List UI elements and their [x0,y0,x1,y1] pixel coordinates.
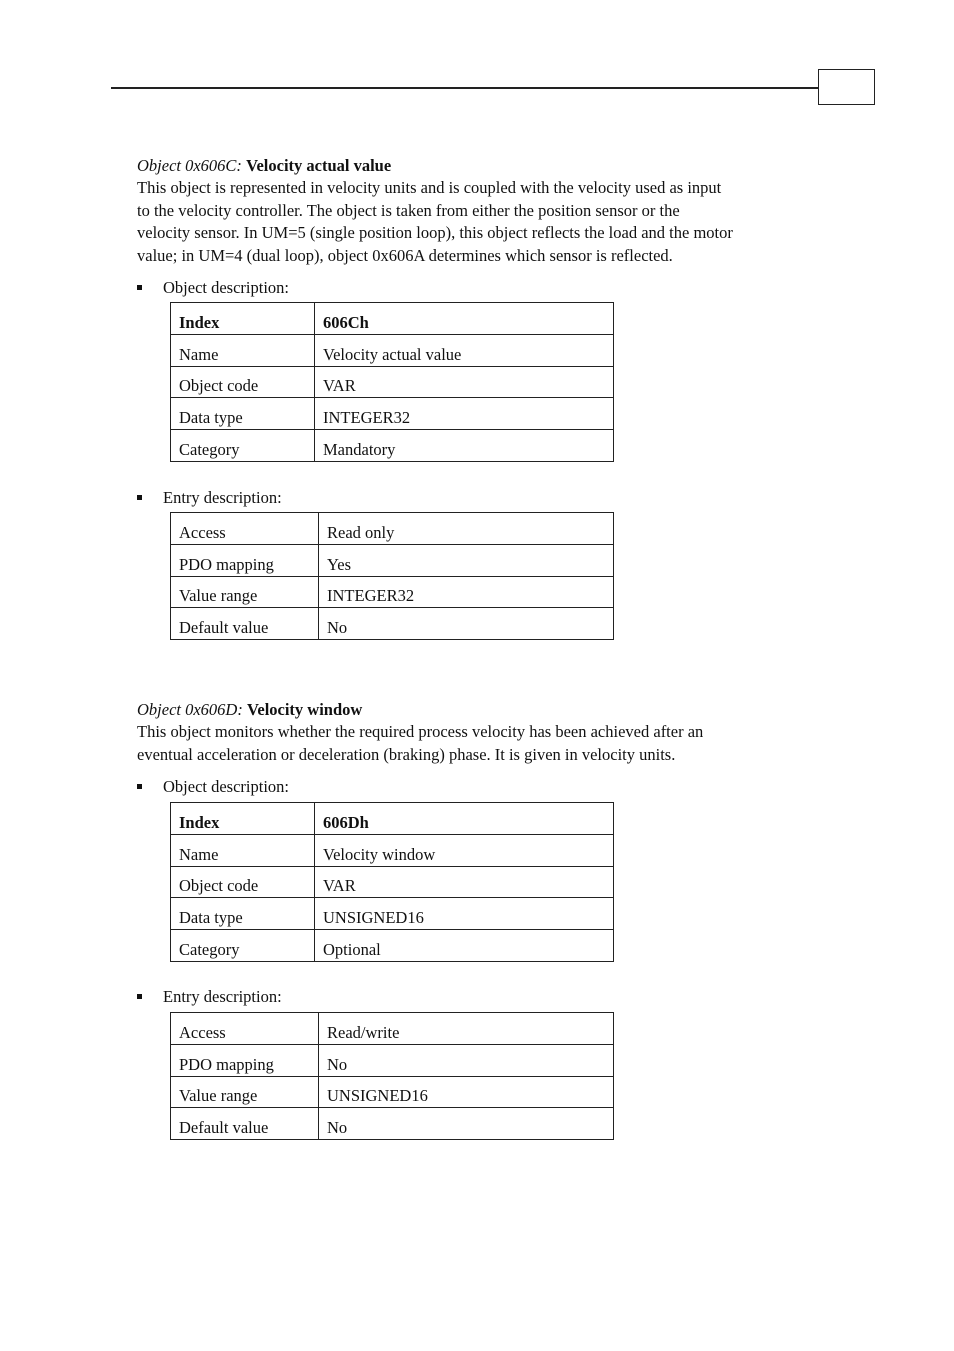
table-cell-key: Value range [171,576,319,608]
object-description-table [170,302,614,462]
bullet-square-icon [137,994,142,999]
table-cell-key: Index [171,803,315,835]
table-cell-key: Object code [171,366,315,398]
table-cell-value: INTEGER32 [315,398,614,430]
bullet-object-description [137,278,289,298]
table-row [171,930,614,962]
table-row [171,803,614,835]
bullet-entry-description [137,488,282,508]
table-row [171,303,614,335]
section-heading [137,155,827,177]
header-rule [111,87,819,89]
table-cell-value: UNSIGNED16 [319,1076,614,1108]
table-cell-key: Default value [171,1108,319,1140]
paragraph-line: eventual acceleration or deceleration (braking) phase. It is given in velocity units. [137,744,676,764]
bullet-object-description [137,777,289,797]
bullet-label: Entry description: [163,488,282,507]
section-paragraph [137,721,827,766]
table-row [171,513,614,545]
bullet-entry-description [137,987,282,1007]
table-cell-value: No [319,608,614,640]
table-cell-value: Mandatory [315,430,614,462]
table-row [171,1044,614,1076]
table-cell-key: Value range [171,1076,319,1108]
table-row [171,1076,614,1108]
table-cell-key: PDO mapping [171,544,319,576]
bullet-label: Entry description: [163,987,282,1006]
table-row [171,1013,614,1045]
table-row [171,576,614,608]
paragraph-line: velocity sensor. In UM=5 (single position loop), this object reflects the load and the motor [137,223,733,243]
entry-description-table [170,512,614,640]
table-cell-key: Category [171,930,315,962]
table-row [171,898,614,930]
table-row [171,834,614,866]
table-cell-value: Velocity window [315,834,614,866]
bullet-label: Object description: [163,777,290,796]
table-cell-value: Read/write [319,1013,614,1045]
table-row [171,430,614,462]
object-description-table [170,802,614,962]
table-cell-key: Data type [171,398,315,430]
table-cell-key: Default value [171,608,319,640]
bullet-square-icon [137,495,142,500]
bullet-square-icon [137,285,142,290]
table-row [171,334,614,366]
table-cell-value: 606Ch [315,303,614,335]
object-id: Object 0x606D: [137,700,243,719]
table-row [171,866,614,898]
table-cell-value: VAR [315,366,614,398]
table-cell-value: Optional [315,930,614,962]
table-cell-value: UNSIGNED16 [315,898,614,930]
section-606d [137,699,827,766]
section-heading [137,699,827,721]
table-cell-key: Access [171,1013,319,1045]
table-cell-key: Index [171,303,315,335]
table-cell-value: Velocity actual value [315,334,614,366]
table-cell-value: INTEGER32 [319,576,614,608]
paragraph-line: This object monitors whether the required process velocity has been achieved after an [137,722,704,741]
object-title: Velocity actual value [246,156,392,175]
bullet-label: Object description: [163,278,290,297]
table-cell-key: Name [171,834,315,866]
entry-description-table [170,1012,614,1140]
table-cell-key: Category [171,430,315,462]
table-cell-key: Object code [171,866,315,898]
table-row [171,398,614,430]
table-cell-value: No [319,1044,614,1076]
table-row [171,544,614,576]
table-cell-key: PDO mapping [171,1044,319,1076]
table-cell-key: Data type [171,898,315,930]
table-row [171,608,614,640]
table-cell-value: 606Dh [315,803,614,835]
table-row [171,1108,614,1140]
paragraph-line: This object is represented in velocity units and is coupled with the velocity used as input [137,178,722,197]
section-paragraph [137,177,827,267]
table-cell-value: VAR [315,866,614,898]
paragraph-line: to the velocity controller. The object is taken from either the position sensor or the [137,200,680,220]
paragraph-line: value; in UM=4 (dual loop), object 0x606A determines which sensor is reflected. [137,245,673,265]
table-row [171,366,614,398]
table-cell-value: Read only [319,513,614,545]
table-cell-key: Access [171,513,319,545]
table-cell-value: No [319,1108,614,1140]
page-number-box [818,69,875,105]
object-id: Object 0x606C: [137,156,242,175]
table-cell-value: Yes [319,544,614,576]
section-606c [137,155,827,267]
bullet-square-icon [137,784,142,789]
table-cell-key: Name [171,334,315,366]
object-title: Velocity window [246,700,363,719]
